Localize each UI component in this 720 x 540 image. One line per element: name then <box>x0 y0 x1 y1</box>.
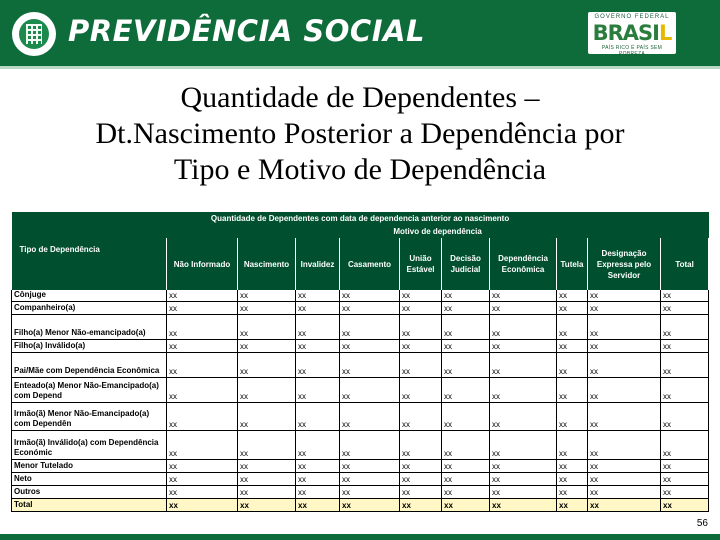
column-header: Invalidez <box>296 238 340 290</box>
table-cell: xx <box>238 486 296 499</box>
table-cell: xx <box>490 378 557 403</box>
slide-title <box>0 80 720 188</box>
table-cell: xx <box>167 378 238 403</box>
table-cell: xx <box>400 315 442 340</box>
row-label: Companheiro(a) <box>12 302 167 315</box>
row-label: Cônjuge <box>12 290 167 302</box>
table-cell: xx <box>557 340 588 353</box>
table-cell: xx <box>661 473 709 486</box>
page-number: 56 <box>696 518 708 529</box>
gov-slogan: PAÍS RICO É PAÍS SEM POBREZA <box>601 45 663 57</box>
table-cell: xx <box>490 340 557 353</box>
table-cell: xx <box>661 378 709 403</box>
table-cell: xx <box>238 378 296 403</box>
table-cell: xx <box>238 403 296 431</box>
column-header: Designação Expressa pelo Servidor <box>588 238 661 290</box>
table-cell: xx <box>442 431 490 460</box>
table-row <box>12 378 709 403</box>
gov-brasil-part-b: L <box>658 21 672 45</box>
title-line-1: Quantidade de Dependentes – <box>180 81 540 114</box>
table-cell: xx <box>340 499 400 512</box>
column-header: Total <box>661 238 709 290</box>
table-cell: xx <box>167 486 238 499</box>
table-cell: xx <box>588 403 661 431</box>
table-cell: xx <box>340 378 400 403</box>
table-cell: xx <box>296 499 340 512</box>
table-cell: xx <box>557 486 588 499</box>
table-cell: xx <box>167 403 238 431</box>
table-cell: xx <box>167 460 238 473</box>
table-cell: xx <box>167 499 238 512</box>
table-cell: xx <box>588 290 661 302</box>
table-cell: xx <box>340 403 400 431</box>
table-cell: xx <box>238 473 296 486</box>
title-line-3: Tipo e Motivo de Dependência <box>173 153 547 186</box>
row-label: Filho(a) Inválido(a) <box>12 340 167 353</box>
table-cell: xx <box>661 403 709 431</box>
table-cell: xx <box>588 460 661 473</box>
table-cell: xx <box>238 315 296 340</box>
row-label: Menor Tutelado <box>12 460 167 473</box>
table-cell: xx <box>296 403 340 431</box>
table-cell: xx <box>238 431 296 460</box>
table-row <box>12 315 709 340</box>
table-cell: xx <box>400 290 442 302</box>
table-cell: xx <box>442 315 490 340</box>
total-row <box>12 499 709 512</box>
table-cell: xx <box>557 460 588 473</box>
table-cell: xx <box>442 403 490 431</box>
table-cell: xx <box>490 290 557 302</box>
row-label: Irmão(ã) Menor Não-Emancipado(a) com Dependên <box>12 403 167 431</box>
table-row <box>12 353 709 378</box>
table-row <box>12 340 709 353</box>
column-header: Nascimento <box>238 238 296 290</box>
table-cell: xx <box>588 378 661 403</box>
table-cell: xx <box>442 499 490 512</box>
table-cell: xx <box>557 431 588 460</box>
table-cell: xx <box>238 499 296 512</box>
table-cell: xx <box>490 460 557 473</box>
table-cell: xx <box>400 302 442 315</box>
table-cell: xx <box>400 340 442 353</box>
table-cell: xx <box>167 315 238 340</box>
row-label: Enteado(a) Menor Não-Emancipado(a) com Depend <box>12 378 167 403</box>
table-cell: xx <box>557 473 588 486</box>
table-cell: xx <box>296 340 340 353</box>
table-cell: xx <box>557 499 588 512</box>
table-cell: xx <box>557 315 588 340</box>
table-row <box>12 460 709 473</box>
table-cell: xx <box>661 290 709 302</box>
table-cell: xx <box>400 353 442 378</box>
table-cell: xx <box>400 378 442 403</box>
column-header: Não Informado <box>167 238 238 290</box>
gov-top-text: GOVERNO FEDERAL <box>594 14 670 20</box>
table-cell: xx <box>490 431 557 460</box>
row-label: Neto <box>12 473 167 486</box>
table-row <box>12 486 709 499</box>
table-cell: xx <box>167 340 238 353</box>
previdencia-logo-grid-icon <box>26 24 42 44</box>
table-cell: xx <box>296 302 340 315</box>
column-header: Casamento <box>340 238 400 290</box>
table-cell: xx <box>400 431 442 460</box>
table-cell: xx <box>340 340 400 353</box>
table-cell: xx <box>400 486 442 499</box>
table-cell: xx <box>238 340 296 353</box>
table-cell: xx <box>661 302 709 315</box>
brand-title: PREVIDÊNCIA SOCIAL <box>68 14 425 48</box>
table-cell: xx <box>490 486 557 499</box>
table-cell: xx <box>442 473 490 486</box>
row-label: Total <box>12 499 167 512</box>
table-cell: xx <box>661 431 709 460</box>
table-cell: xx <box>442 353 490 378</box>
table-cell: xx <box>442 378 490 403</box>
table-cell: xx <box>588 315 661 340</box>
table-row <box>12 302 709 315</box>
table-cell: xx <box>296 486 340 499</box>
table-cell: xx <box>490 315 557 340</box>
table-cell: xx <box>442 290 490 302</box>
table-cell: xx <box>588 499 661 512</box>
dependents-table <box>11 212 709 512</box>
table-cell: xx <box>588 353 661 378</box>
table-cell: xx <box>296 315 340 340</box>
table-row <box>12 403 709 431</box>
table-cell: xx <box>167 431 238 460</box>
tipo-header: Tipo de Dependência <box>12 238 167 290</box>
table-cell: xx <box>167 353 238 378</box>
dependents-table-container <box>11 212 708 512</box>
table-cell: xx <box>238 353 296 378</box>
table-cell: xx <box>400 499 442 512</box>
table-cell: xx <box>557 378 588 403</box>
column-header: Tutela <box>557 238 588 290</box>
table-cell: xx <box>557 290 588 302</box>
table-cell: xx <box>296 353 340 378</box>
table-cell: xx <box>588 340 661 353</box>
table-cell: xx <box>557 403 588 431</box>
table-cell: xx <box>340 302 400 315</box>
table-cell: xx <box>238 290 296 302</box>
title-line-2: Dt.Nascimento Posterior a Dependência por <box>95 117 625 150</box>
table-cell: xx <box>340 473 400 486</box>
table-body <box>12 290 709 512</box>
gov-brasil-part-a: BRASI <box>592 21 659 45</box>
table-cell: xx <box>296 378 340 403</box>
table-cell: xx <box>661 499 709 512</box>
table-cell: xx <box>340 353 400 378</box>
row-label: Filho(a) Menor Não-emancipado(a) <box>12 315 167 340</box>
table-cell: xx <box>296 431 340 460</box>
table-cell: xx <box>238 302 296 315</box>
table-cell: xx <box>340 290 400 302</box>
table-row <box>12 290 709 302</box>
table-cell: xx <box>557 353 588 378</box>
table-cell: xx <box>490 302 557 315</box>
table-cell: xx <box>238 460 296 473</box>
table-cell: xx <box>296 290 340 302</box>
column-header: Dependência Econômica <box>490 238 557 290</box>
table-cell: xx <box>442 460 490 473</box>
column-header: Decisão Judicial <box>442 238 490 290</box>
table-cell: xx <box>490 353 557 378</box>
table-cell: xx <box>340 431 400 460</box>
header-divider <box>0 66 720 69</box>
table-cell: xx <box>490 473 557 486</box>
table-cell: xx <box>588 473 661 486</box>
table-cell: xx <box>661 315 709 340</box>
table-cell: xx <box>490 499 557 512</box>
row-label: Outros <box>12 486 167 499</box>
table-caption: Quantidade de Dependentes com data de dependencia anterior ao nascimento <box>12 212 709 225</box>
table-cell: xx <box>340 315 400 340</box>
row-label: Pai/Mãe com Dependência Econômica <box>12 353 167 378</box>
table-cell: xx <box>661 486 709 499</box>
table-cell: xx <box>400 473 442 486</box>
column-header: União Estável <box>400 238 442 290</box>
table-row <box>12 473 709 486</box>
table-cell: xx <box>442 302 490 315</box>
table-cell: xx <box>442 340 490 353</box>
table-cell: xx <box>588 302 661 315</box>
table-cell: xx <box>340 460 400 473</box>
table-cell: xx <box>167 473 238 486</box>
table-cell: xx <box>442 486 490 499</box>
table-cell: xx <box>661 460 709 473</box>
motivo-header: Motivo de dependência <box>167 225 709 238</box>
row-label: Irmão(ã) Inválido(a) com Dependência Económic <box>12 431 167 460</box>
table-cell: xx <box>490 403 557 431</box>
table-cell: xx <box>400 403 442 431</box>
table-cell: xx <box>340 486 400 499</box>
table-cell: xx <box>400 460 442 473</box>
table-cell: xx <box>167 290 238 302</box>
table-cell: xx <box>296 460 340 473</box>
table-cell: xx <box>588 431 661 460</box>
table-cell: xx <box>661 353 709 378</box>
motivo-spacer <box>12 225 167 238</box>
table-cell: xx <box>661 340 709 353</box>
gov-brasil-text <box>592 21 672 45</box>
table-cell: xx <box>557 302 588 315</box>
table-cell: xx <box>296 473 340 486</box>
table-cell: xx <box>167 302 238 315</box>
table-row <box>12 431 709 460</box>
table-cell: xx <box>588 486 661 499</box>
footer-bar <box>0 534 720 540</box>
